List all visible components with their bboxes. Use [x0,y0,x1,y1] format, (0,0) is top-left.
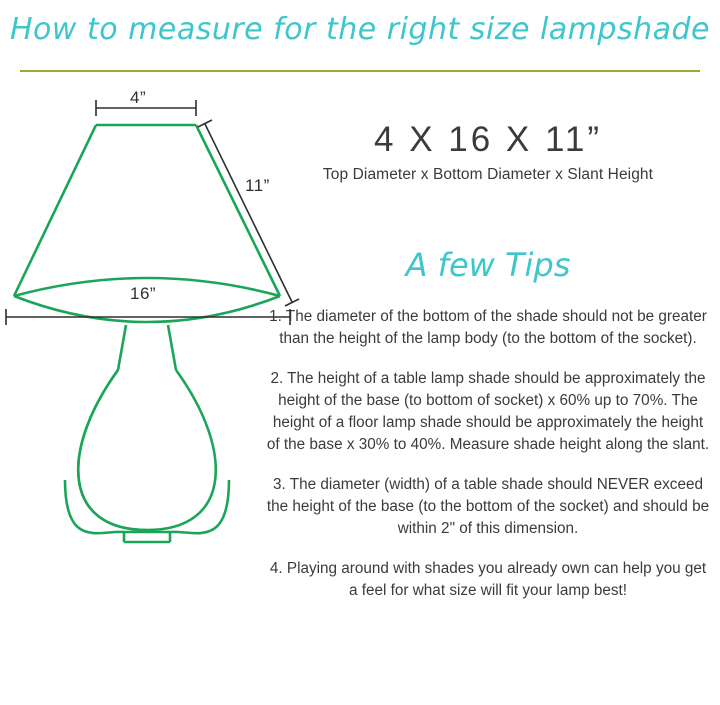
tip-item: 4. Playing around with shades you already own can help you get a feel for what size will fit your lamp best! [269,560,707,600]
size-dimensions: 4 X 16 X 11” [374,120,602,159]
tip-item: 2. The height of a table lamp shade should be approximately the height of the base (to bottom of socket) x 60% up to 70%. The height of a floor lamp shade should be approximately the height of the base x 30% to 40%. Measure shade height along the slant. [266,370,710,453]
page-title: How to measure for the right size lampshade [10,12,710,47]
slant-height-label: 11” [245,176,270,195]
lamp-base-outline [65,325,229,542]
header-divider [20,70,700,72]
bottom-diameter-label: 16” [130,284,157,303]
top-diameter-label: 4” [130,88,147,107]
tip-item: 3. The diameter (width) of a table shade should NEVER exceed the height of the base (to the bottom of the socket) and should be within 2" of this dimension. [266,476,710,537]
size-caption: Top Diameter x Bottom Diameter x Slant Height [322,166,654,183]
tip-item: 1. The diameter of the bottom of the shade should not be greater than the height of the lamp body (to the bottom of the socket). [269,308,707,347]
info-column [262,120,714,621]
tips-title: A few Tips [405,246,571,284]
